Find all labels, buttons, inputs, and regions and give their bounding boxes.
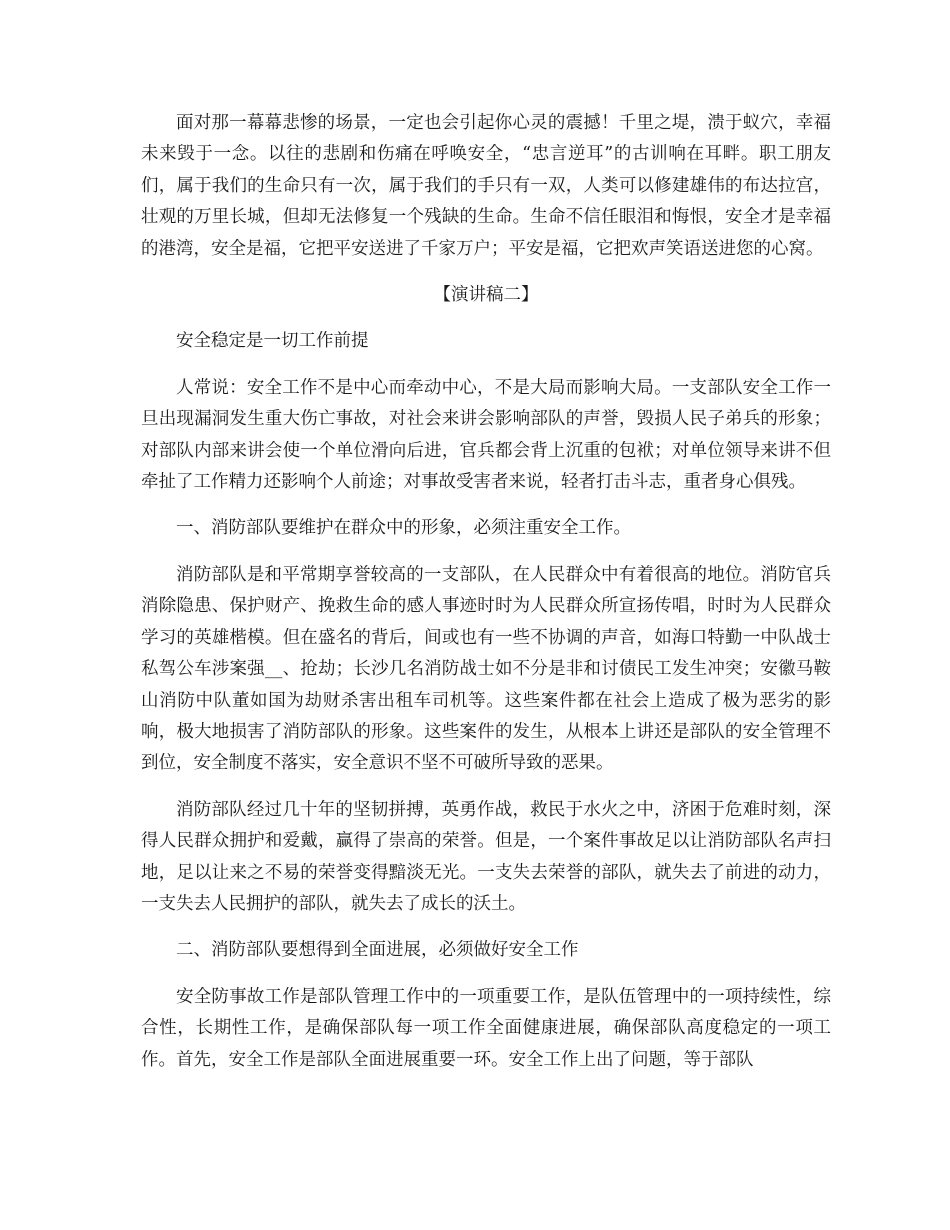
document-body [141,108,831,1091]
section-heading-speech-two: 【演讲稿二】 [433,285,539,306]
paragraph-safety-work: 安全防事故工作是部队管理工作中的一项重要工作，是队伍管理中的一项持续性，综合性，长期性工作，是确保部队每一项工作全面健康进展，确保部队高度稳定的一项工作。首先，安全工作是部队全面进展重要一环。安全工作上出了问题，等于部队 [141,986,831,1070]
paragraph-intro: 人常说：安全工作不是中心而牵动中心，不是大局而影响大局。一支部队安全工作一旦出现漏洞发生重大伤亡事故，对社会来讲会影响部队的声誉，毁损人民子弟兵的形象；对部队内部来讲会使一个单位滑向后进，官兵都会背上沉重的包袱；对单位领导来讲不但牵扯了工作精力还影响个人前途；对事故受害者来说，轻者打击斗志，重者身心俱残。 [141,377,831,493]
paragraph-image-cases: 消防部队是和平常期享誉较高的一支部队，在人民群众中有着很高的地位。消防官兵消除隐患、保护财产、挽救生命的感人事迹时时为人民群众所宣扬传唱，时时为人民群众学习的英雄楷模。但在盛名的背后，间或也有一些不协调的声音，如海口特勤一中队战士私驾公车涉案强__、抢劫；长沙几名消防战士如不分是非和讨债民工发生冲突；安徽马鞍山消防中队董如国为劫财杀害出租车司机等。这些案件都在社会上造成了极为恶劣的影响，极大地损害了消防部队的形象。这些案件的发生，从根本上讲还是部队的安全管理不到位，安全制度不落实，安全意识不坚不可破所导致的恶果。 [141,564,831,774]
paragraph-honor: 消防部队经过几十年的坚韧拼搏，英勇作战，救民于水火之中，济困于危难时刻，深得人民群众拥护和爱戴，赢得了崇高的荣誉。但是，一个案件事故足以让消防部队名声扫地，足以让来之不易的荣誉变得黯淡无光。一支失去荣誉的部队，就失去了前进的动力，一支失去人民拥护的部队，就失去了成长的沃土。 [141,799,831,914]
speech-title: 安全稳定是一切工作前提 [176,331,369,352]
paragraph-safety-happiness: 面对那一幕幕悲惨的场景，一定也会引起你心灵的震撼！千里之堤，溃于蚁穴，幸福未来毁于一念。以往的悲剧和伤痛在呼唤安全，“忠言逆耳”的古训响在耳畔。职工朋友们，属于我们的生命只有一次，属于我们的手只有一双，人类可以修建雄伟的布达拉宫，壮观的万里长城，但却无法修复一个残缺的生命。生命不信任眼泪和悔恨，安全才是幸福的港湾，安全是福，它把平安送进了千家万户；平安是福，它把欢声笑语送进您的心窝。 [141,113,831,259]
heading-point-two: 二、消防部队要想得到全面进展，必须做好安全工作 [176,940,579,961]
heading-point-one: 一、消防部队要维护在群众中的形象，必须注重安全工作。 [176,518,631,539]
